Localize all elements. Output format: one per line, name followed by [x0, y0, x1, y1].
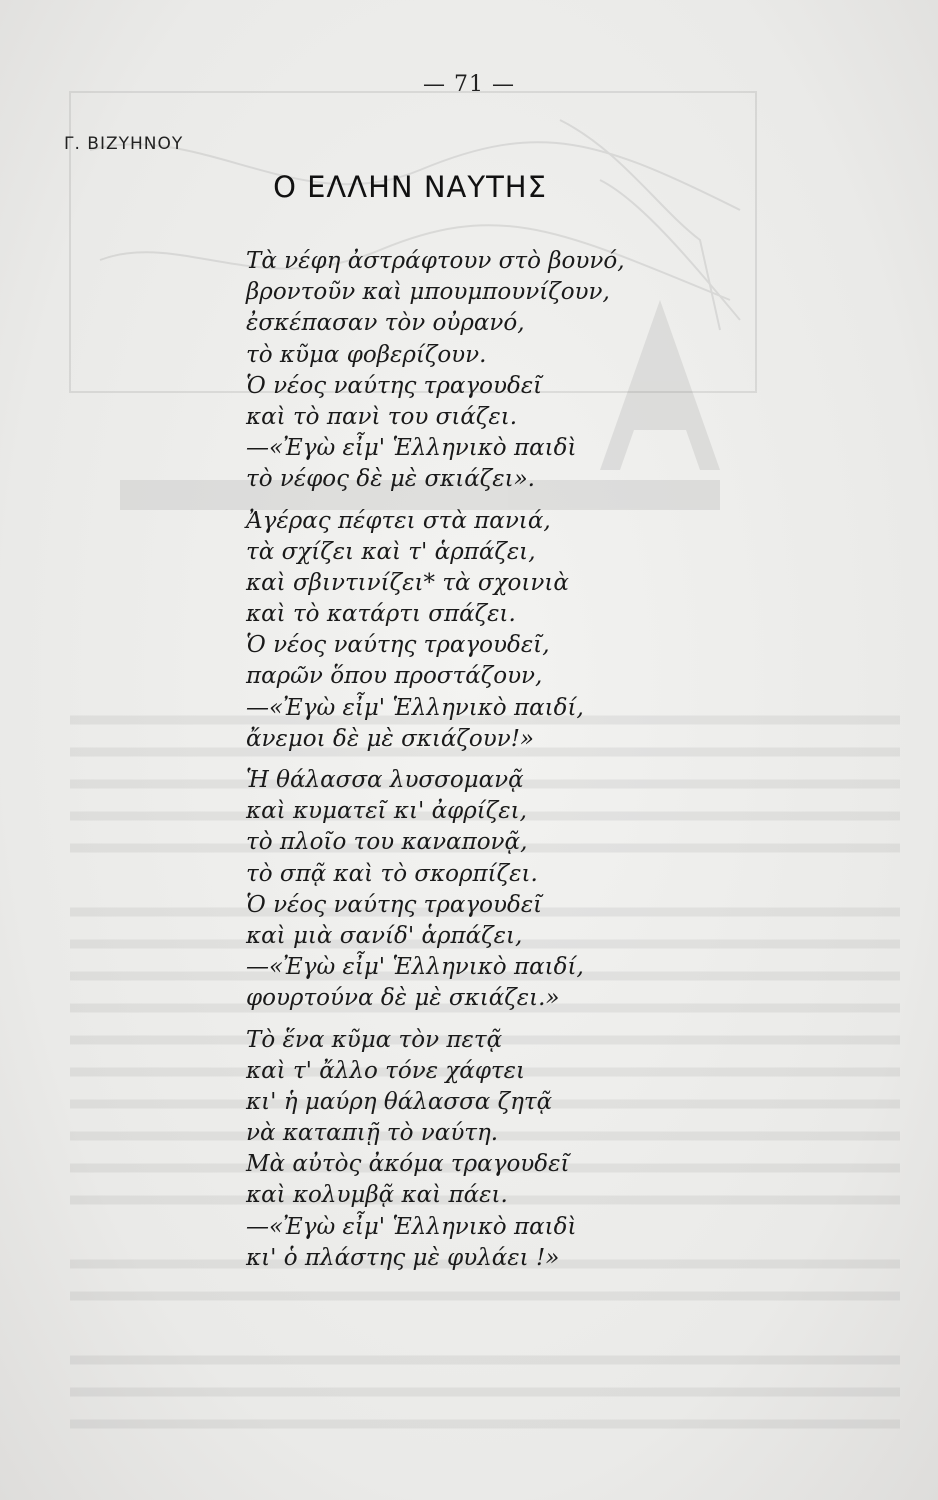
poem-line: καὶ τὸ πανὶ του σιάζει.: [246, 403, 518, 430]
poem-line: —«Ἐγὼ εἶμ' Ἑλληνικὸ παιδὶ: [246, 1213, 577, 1240]
stanza-3: [246, 765, 806, 1015]
poem-line: Τὸ ἕνα κῦμα τὸν πετᾷ: [246, 1026, 503, 1053]
poem-line: κι' ὁ πλάστης μὲ φυλάει !»: [246, 1244, 560, 1271]
poem-line: Τὰ νέφη ἀστράφτουν στὸ βουνό,: [246, 248, 625, 274]
poem-line: καὶ μιὰ σανίδ' ἁρπάζει,: [246, 922, 523, 949]
poem-line: Ὁ νέος ναύτης τραγουδεῖ: [246, 372, 543, 399]
poem-line: καὶ σβιντινίζει* τὰ σχοινιὰ: [246, 569, 569, 596]
poem-line: —«Ἐγὼ εἶμ' Ἑλληνικὸ παιδί,: [246, 694, 584, 721]
poem-line: Ὁ νέος ναύτης τραγουδεῖ,: [246, 632, 550, 659]
author-name: Γ. ΒΙΖΥΗΝΟΥ: [64, 134, 184, 154]
poem-line: νὰ καταπιῇ τὸ ναύτη.: [246, 1120, 499, 1147]
page-number: — 71 —: [423, 72, 515, 97]
poem-line: καὶ κυματεῖ κι' ἀφρίζει,: [246, 798, 527, 825]
stanza-1: [246, 246, 806, 496]
poem-line: Ὁ νέος ναύτης τραγουδεῖ: [246, 891, 543, 918]
poem-body: [246, 246, 806, 1284]
poem-line: Μὰ αὐτὸς ἀκόμα τραγουδεῖ: [246, 1151, 570, 1178]
poem-line: τὸ σπᾷ καὶ τὸ σκορπίζει.: [246, 860, 538, 887]
poem-line: βροντοῦν καὶ μπουμπουνίζουν,: [246, 279, 610, 306]
poem-line: τὸ κῦμα φοβερίζουν.: [246, 341, 487, 368]
poem-line: καὶ τ' ἄλλο τόνε χάφτει: [246, 1057, 526, 1084]
poem-line: Ἡ θάλασσα λυσσομανᾷ: [246, 767, 524, 793]
poem-line: Ἀγέρας πέφτει στὰ πανιά,: [246, 507, 551, 534]
poem-line: φουρτούνα δὲ μὲ σκιάζει.»: [246, 985, 560, 1012]
poem-line: τὸ νέφος δὲ μὲ σκιάζει».: [246, 466, 535, 493]
poem-line: καὶ κολυμβᾷ καὶ πάει.: [246, 1182, 508, 1209]
stanza-2: [246, 506, 806, 756]
poem-line: ἐσκέπασαν τὸν οὐρανό,: [246, 310, 525, 337]
poem-line: καὶ τὸ κατάρτι σπάζει.: [246, 601, 516, 628]
poem-line: ἄνεμοι δὲ μὲ σκιάζουν!»: [246, 725, 535, 752]
poem-line: παρῶν ὅπου προστάζουν,: [246, 663, 543, 690]
poem-title: Ο ΕΛΛΗΝ ΝΑΥΤΗΣ: [273, 170, 547, 204]
stanza-4: [246, 1025, 806, 1275]
poem-line: κι' ἡ μαύρη θάλασσα ζητᾷ: [246, 1088, 553, 1115]
poem-line: —«Ἐγὼ εἶμ' Ἑλληνικὸ παιδὶ: [246, 435, 577, 462]
poem-line: τὸ πλοῖο του καναπονᾷ,: [246, 829, 528, 856]
poem-line: τὰ σχίζει καὶ τ' ἁρπάζει,: [246, 538, 536, 565]
poem-line: —«Ἐγὼ εἶμ' Ἑλληνικὸ παιδί,: [246, 954, 584, 981]
